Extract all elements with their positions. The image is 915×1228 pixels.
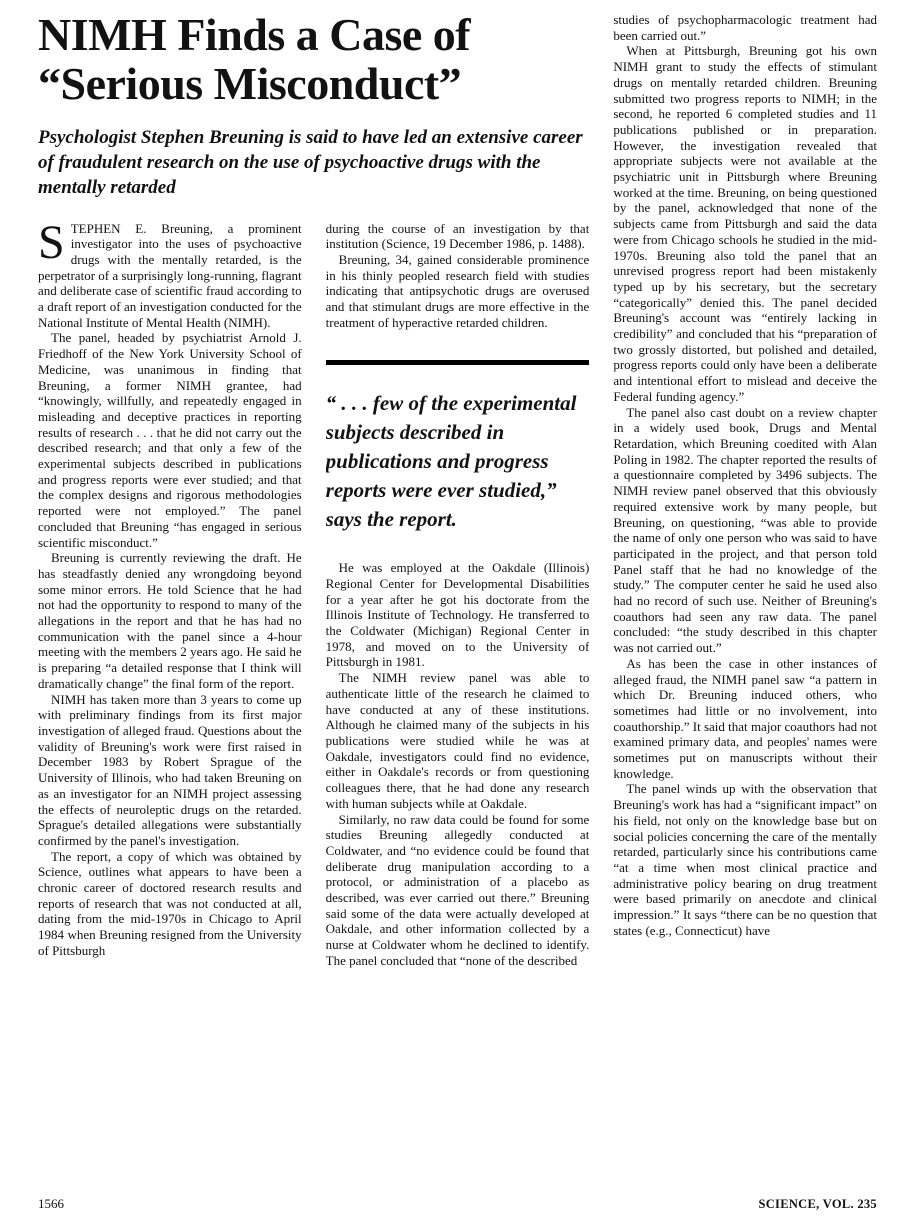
paragraph: The NIMH review panel was able to authenticate little of the research he claimed to have conducted at any of these institutions. Although he claimed many of the subjects in his publications were studied while he was at Oakdale, investigators could find no evidence, either in Oakdale's records or from questioning colleagues there, that he had done any research with human subjects while at Oakdale. — [325, 670, 590, 811]
paragraph-continuation: during the course of an investigation by that institution (Science, 19 December 1986, p. 1488). — [325, 220, 590, 252]
paragraph: When at Pittsburgh, Breuning got his own NIMH grant to study the effects of stimulant drugs on mentally retarded children. Breuning submitted two progress reports to NIMH; in the second, he reported 6 completed studies and 11 publications published or in preparation. However, the investigation revealed that appropriate subjects were not available at the psychiatric unit in Pittsburgh where Breuning worked at the time. Breuning, on being questioned by the panel, acknowledged that none of the subjects came from Pittsburgh and said the data were from Chicago schools he studied in the mid-1970s. Breuning also told the panel that an unrevised progress report had been mistakenly typed up by his secretary, but the secretary “categorically” denied this. The panel decided Breuning's account was “entirely lacking in credibility” and concluded that his “preparation of two grossly distorted, but polished and detailed, progress reports could only have been a deliberate and intentional effort to mislead and deceive the Federal funding agency.” — [613, 43, 877, 404]
article-title-line-2: “Serious Misconduct” — [38, 58, 462, 110]
article-layout — [38, 8, 877, 1184]
paragraph: The panel also cast doubt on a review chapter in a widely used book, Drugs and Mental Retardation, which Breuning coedited with Alan Poling in 1982. The chapter reported the results of a questionnaire completed by 3496 subjects. The NIMH review panel observed that this obviously required extensive work by many people, but Breuning, on questioning, “was able to provide the name of only one person who was said to have participated in the project, and that person told Panel staff that he had no knowledge of the study.” The computer center he said he used also had no record of such use. Neither of Breuning's coauthors had seen any raw data. The panel concluded: “the study described in this chapter was not carried out.” — [613, 404, 877, 656]
paragraph: Similarly, no raw data could be found for some studies Breuning allegedly conducted at Coldwater, and “no evidence could be found that deliberate drug manipulation according to a protocol, or administration of a placebo as described, was ever carried out there.” Breuning said some of the data were actually developed at Oakdale, and other information collected by a nurse at Coldwater whom he declined to identify. The panel concluded that “none of the described — [325, 811, 590, 968]
column-2 — [326, 221, 590, 1185]
column-1 — [38, 221, 302, 1185]
paragraph-lede — [38, 221, 302, 331]
pull-quote: “ . . . few of the experimental subjects described in publications and progress reports were ever studied,” says the report. — [325, 391, 577, 532]
pull-quote-block — [326, 360, 590, 534]
paragraph: The report, a copy of which was obtained by Science, outlines what appears to have been a chronic career of doctored research results and reports of research that was not conducted at all, dating from the mid-1970s in Chicago to April 1984 when Breuning resigned from the University of Pittsburgh — [38, 848, 302, 958]
paragraph-continuation: studies of psychopharmacologic treatment had been carried out.” — [613, 12, 877, 43]
paragraph: As has been the case in other instances of alleged fraud, the NIMH panel saw “a pattern in which Dr. Breuning induced others, who sometimes had little or no involvement, into coauthorship.” It said that major coauthors had not examined primary data, and peoples' names were sometimes put on manuscripts without their knowledge. — [613, 655, 877, 781]
article-header — [38, 8, 589, 221]
footer-journal-volume: SCIENCE, VOL. 235 — [758, 1197, 877, 1211]
drop-cap: S — [38, 220, 65, 269]
paragraph: Breuning, 34, gained considerable prominence in his thinly peopled research field with studies indicating that antipsychotic drugs are overused and that stimulant drugs are more effective in the treatment of hyperactive retarded children. — [325, 251, 590, 330]
column-3 — [613, 8, 877, 1184]
paragraph-text: TEPHEN E. Breuning, a prominent investigator into the uses of psychoactive drugs with the mentally retarded, is the perpetrator of a surprisingly long-running, flagrant and deliberate case of scientific fraud according to a draft report of an investigation conducted for the National Institute of Mental Health (NIMH). — [38, 220, 302, 330]
paragraph: The panel, headed by psychiatrist Arnold J. Friedhoff of the New York University School of Medicine, was unanimous in finding that Breuning, a former NIMH grantee, had “knowingly, willfully, and repeatedly engaged in misleading and deceptive practices in reporting results of research . . . that he did not carry out the described research; and that only a few of the experimental subjects described in publications and progress reports were ever studied; and that the complex designs and rigorous methodologies reported were not employed.” The panel concluded that Breuning “has engaged in serious scientific misconduct.” — [38, 330, 302, 550]
article-standfirst: Psychologist Stephen Breuning is said to have led an extensive career of fraudulent research on the use of psychoactive drugs with the mentally retarded — [38, 127, 583, 198]
paragraph: Breuning is currently reviewing the draft. He has steadfastly denied any wrongdoing beyond some minor errors. He told Science that he had not had the opportunity to respond to many of the allegations in the report and that he has had no communication with the panel since a 4-hour meeting with the members 2 years ago. He said he is preparing “a detailed response that I think will dramatically change” the final form of the report. — [38, 550, 302, 691]
paragraph: The panel winds up with the observation that Breuning's work has had a “significant impact” on his field, not only on the knowledge base but on social policies concerning the care of the mentally retarded, particularly since his contributions came “at a time when most clinical practice and administrative policy bearing on drug treatment were based primarily on anecdote and clinical impression.” It says “there can be no question that states (e.g., Connecticut) have — [613, 781, 877, 938]
footer-page-number: 1566 — [38, 1196, 64, 1211]
paragraph: He was employed at the Oakdale (Illinois) Regional Center for Developmental Disabilities for a year after he got his doctorate from the Illinois Institute of Technology. He transferred to the Coldwater (Michigan) Regional Center in 1978, and moved on to the University of Pittsburgh in 1981. — [325, 560, 590, 670]
paragraph: NIMH has taken more than 3 years to come up with preliminary findings from its first major investigation of alleged fraud. Questions about the validity of Breuning's work were first raised in December 1983 by Robert Sprague of the University of Illinois, who had taken Breuning on as an investigator for an NIMH project assessing the effects of neuroleptic drugs on the retarded. Sprague's detailed allegations were substantially confirmed by the panel's investigation. — [38, 691, 302, 848]
article-title-line-1: NIMH Finds a Case of — [38, 9, 471, 60]
